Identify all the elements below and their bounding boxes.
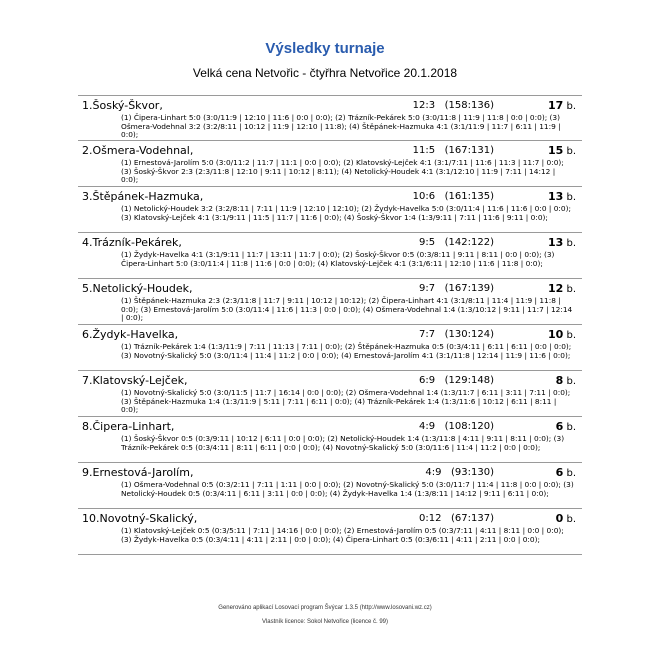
points bbox=[540, 99, 576, 114]
team-name: 2.Ošmera-Vodehnal, bbox=[82, 144, 194, 157]
entry-header bbox=[82, 420, 576, 434]
points bbox=[540, 144, 576, 159]
footer-generator-note: Generováno aplikací Losovací program Švýcar 1.3.5 (http://www.losovani.wz.cz) bbox=[218, 605, 432, 611]
points-value: 0 bbox=[555, 512, 564, 525]
points-value: 6 bbox=[555, 420, 564, 433]
points-value: 12 bbox=[547, 282, 564, 295]
set-score: (167:131) bbox=[444, 145, 494, 156]
score bbox=[425, 466, 494, 480]
points bbox=[540, 190, 576, 205]
points-value: 10 bbox=[547, 328, 564, 341]
score bbox=[413, 99, 494, 113]
entry-header bbox=[82, 236, 576, 250]
points bbox=[540, 328, 576, 343]
match-details: (1) Štěpánek-Hazmuka 2:3 (2:3/11:8 | 11:7 | 9:11 | 10:12 | 10:12); (2) Čipera-Linhart 4:1 (3:1/8:11 | 11:4 | 11:9 | 11:8 | 0:0); (3) Ernestová-Jarolím 5:0 (3:0/11:4 | 11:6 | 11:3 | 0:0 | 0:0); (4) Ošmera-Vodehnal 1:4 (1:3/10:12 | 9:11 | 11:7 | 12:14 | 0:0); bbox=[121, 296, 573, 323]
points-suffix: b. bbox=[566, 284, 576, 295]
entry-header bbox=[82, 512, 576, 526]
match-score: 6:9 bbox=[419, 375, 436, 386]
result-entry bbox=[78, 463, 582, 509]
match-score: 11:5 bbox=[412, 145, 436, 156]
points bbox=[540, 374, 576, 389]
entry-header bbox=[82, 282, 576, 296]
points-value: 17 bbox=[547, 99, 564, 112]
match-score: 9:7 bbox=[419, 283, 436, 294]
match-score: 9:5 bbox=[419, 237, 436, 248]
entry-header bbox=[82, 374, 576, 388]
result-entry bbox=[78, 141, 582, 187]
points bbox=[540, 236, 576, 251]
points-value: 13 bbox=[547, 190, 564, 203]
points-suffix: b. bbox=[566, 101, 576, 112]
result-entry bbox=[78, 187, 582, 233]
match-details: (1) Ošmera-Vodehnal 0:5 (0:3/2:11 | 7:11 | 1:11 | 0:0 | 0:0); (2) Novotný-Skalický 5:0 (3:0/11:7 | 11:4 | 11:8 | 0:0 | 0:0); (3) Netolický-Houdek 0:5 (0:3/4:11 | 6:11 | 3:11 | 0:0 | 0:0); (4) Žydyk-Havelka 1:4 (1:3/8:11 | 14:12 | 9:11 | 6:11 | 0:0); bbox=[121, 480, 574, 498]
match-score: 4:9 bbox=[425, 467, 442, 478]
points bbox=[540, 466, 576, 481]
points-suffix: b. bbox=[566, 192, 576, 203]
result-entry bbox=[78, 95, 582, 141]
points-value: 8 bbox=[555, 374, 564, 387]
team-name: 6.Žydyk-Havelka, bbox=[82, 328, 179, 341]
entry-header bbox=[82, 328, 576, 342]
entry-header bbox=[82, 190, 576, 204]
entry-header bbox=[82, 99, 576, 113]
set-score: (161:135) bbox=[444, 191, 494, 202]
score bbox=[419, 328, 494, 342]
result-entry bbox=[78, 279, 582, 325]
result-entry bbox=[78, 325, 582, 371]
points-value: 13 bbox=[547, 236, 564, 249]
set-score: (67:137) bbox=[451, 513, 494, 524]
match-score: 12:3 bbox=[412, 100, 436, 111]
match-details: (1) Čipera-Linhart 5:0 (3:0/11:9 | 12:10 | 11:6 | 0:0 | 0:0); (2) Trázník-Pekárek 5:0 (3:0/11:8 | 11:9 | 11:8 | 0:0 | 0:0); (3) Ošmera-Vodehnal 3:2 (3:2/8:11 | 10:12 | 11:9 | 12:10 | 11:8); (4) Štěpánek-Hazmuka 4:1 (3:1/11:9 | 11:7 | 6:11 | 11:9 | 0:0); bbox=[121, 113, 561, 140]
points bbox=[540, 512, 576, 527]
set-score: (167:139) bbox=[444, 283, 494, 294]
set-score: (158:136) bbox=[444, 100, 494, 111]
match-details: (1) Ernestová-Jarolím 5:0 (3:0/11:2 | 11:7 | 11:1 | 0:0 | 0:0); (2) Klatovský-Lejček 4:1 (3:1/7:11 | 11:6 | 11:3 | 11:7 | 0:0); (3) Šoský-Škvor 2:3 (2:3/11:8 | 12:10 | 9:11 | 10:12 | 8:11); (4) Netolický-Houdek 4:1 (3:1/12:10 | 11:9 | 7:11 | 14:12 | 0:0); bbox=[121, 158, 564, 185]
score bbox=[419, 512, 494, 526]
set-score: (129:148) bbox=[444, 375, 494, 386]
result-entry bbox=[78, 417, 582, 463]
team-name: 7.Klatovský-Lejček, bbox=[82, 374, 188, 387]
team-name: 4.Trázník-Pekárek, bbox=[82, 236, 182, 249]
points-suffix: b. bbox=[566, 376, 576, 387]
match-details: (1) Netolický-Houdek 3:2 (3:2/8:11 | 7:11 | 11:9 | 12:10 | 12:10); (2) Žydyk-Havelka 5:0 (3:0/11:4 | 11:6 | 11:6 | 0:0 | 0:0); (3) Klatovský-Lejček 4:1 (3:1/9:11 | 11:5 | 11:7 | 11:6 | 0:0); (4) Šoský-Škvor 1:4 (1:3/9:11 | 7:11 | 11:6 | 9:11 | 0:0); bbox=[121, 204, 571, 222]
team-name: 1.Šoský-Škvor, bbox=[82, 99, 163, 112]
team-name: 3.Štěpánek-Hazmuka, bbox=[82, 190, 204, 203]
points-suffix: b. bbox=[566, 146, 576, 157]
match-details: (1) Šoský-Škvor 0:5 (0:3/9:11 | 10:12 | 6:11 | 0:0 | 0:0); (2) Netolický-Houdek 1:4 (1:3/11:8 | 4:11 | 9:11 | 8:11 | 0:0); (3) Trázník-Pekárek 0:5 (0:3/4:11 | 8:11 | 6:11 | 0:0 | 0:0); (4) Novotný-Skalický 5:0 (3:0/11:6 | 11:4 | 11:2 | 0:0 | 0:0); bbox=[121, 434, 565, 452]
set-score: (93:130) bbox=[451, 467, 494, 478]
match-details: (1) Trázník-Pekárek 1:4 (1:3/11:9 | 7:11 | 11:13 | 7:11 | 0:0); (2) Štěpánek-Hazmuka 0:5 (0:3/4:11 | 6:11 | 6:11 | 0:0 | 0:0); (3) Novotný-Skalický 5:0 (3:0/11:4 | 11:4 | 11:2 | 0:0 | 0:0); (4) Ernestová-Jarolím 4:1 (3:1/11:8 | 12:14 | 11:9 | 11:6 | 0:0); bbox=[121, 342, 572, 360]
score bbox=[413, 144, 494, 158]
set-score: (130:124) bbox=[444, 329, 494, 340]
match-score: 7:7 bbox=[419, 329, 436, 340]
results-list bbox=[78, 95, 582, 555]
points-suffix: b. bbox=[566, 330, 576, 341]
set-score: (142:122) bbox=[444, 237, 494, 248]
page-subtitle: Velká cena Netvořic - čtyřhra Netvořice 20.1.2018 bbox=[192, 66, 458, 80]
points bbox=[540, 420, 576, 435]
points-suffix: b. bbox=[566, 422, 576, 433]
result-entry bbox=[78, 509, 582, 555]
page-title: Výsledky turnaje bbox=[265, 40, 385, 57]
result-entry bbox=[78, 371, 582, 417]
footer-license-note: Vlastník licence: Sokol Netvořice (licence č. 99) bbox=[261, 619, 389, 625]
match-details: (1) Klatovský-Lejček 0:5 (0:3/5:11 | 7:11 | 14:16 | 0:0 | 0:0); (2) Ernestová-Jarolím 0:5 (0:3/7:11 | 4:11 | 8:11 | 0:0 | 0:0); (3) Žydyk-Havelka 0:5 (0:3/4:11 | 4:11 | 2:11 | 0:0 | 0:0); (4) Čipera-Linhart 0:5 (0:3/6:11 | 4:11 | 2:11 | 0:0 | 0:0); bbox=[121, 526, 564, 544]
match-score: 0:12 bbox=[419, 513, 442, 524]
match-score: 10:6 bbox=[412, 191, 436, 202]
match-details: (1) Žydyk-Havelka 4:1 (3:1/9:11 | 11:7 | 13:11 | 11:7 | 0:0); (2) Šoský-Škvor 0:5 (0:3/8:11 | 9:11 | 8:11 | 0:0 | 0:0); (3) Čipera-Linhart 5:0 (3:0/11:4 | 11:8 | 11:6 | 0:0 | 0:0); (4) Klatovský-Lejček 4:1 (3:1/6:11 | 12:10 | 11:6 | 11:8 | 0:0); bbox=[121, 250, 555, 268]
score bbox=[419, 282, 494, 296]
result-entry bbox=[78, 233, 582, 279]
points bbox=[540, 282, 576, 297]
match-details: (1) Novotný-Skalický 5:0 (3:0/11:5 | 11:7 | 16:14 | 0:0 | 0:0); (2) Ošmera-Vodehnal 1:4 (1:3/11:7 | 6:11 | 3:11 | 7:11 | 0:0); (3) Štěpánek-Hazmuka 1:4 (1:3/11:9 | 5:11 | 7:11 | 6:11 | 0:0); (4) Trázník-Pekárek 1:4 (1:3/11:6 | 10:12 | 6:11 | 8:11 | 0:0); bbox=[121, 388, 571, 415]
points-value: 15 bbox=[547, 144, 564, 157]
entry-header bbox=[82, 144, 576, 158]
score bbox=[419, 420, 494, 434]
points-value: 6 bbox=[555, 466, 564, 479]
set-score: (108:120) bbox=[444, 421, 494, 432]
team-name: 10.Novotný-Skalický, bbox=[82, 512, 198, 525]
match-score: 4:9 bbox=[419, 421, 436, 432]
team-name: 9.Ernestová-Jarolím, bbox=[82, 466, 194, 479]
team-name: 5.Netolický-Houdek, bbox=[82, 282, 193, 295]
score bbox=[419, 236, 494, 250]
entry-header bbox=[82, 466, 576, 480]
team-name: 8.Čipera-Linhart, bbox=[82, 420, 175, 433]
points-suffix: b. bbox=[566, 468, 576, 479]
points-suffix: b. bbox=[566, 238, 576, 249]
score bbox=[419, 374, 494, 388]
points-suffix: b. bbox=[566, 514, 576, 525]
score bbox=[413, 190, 494, 204]
